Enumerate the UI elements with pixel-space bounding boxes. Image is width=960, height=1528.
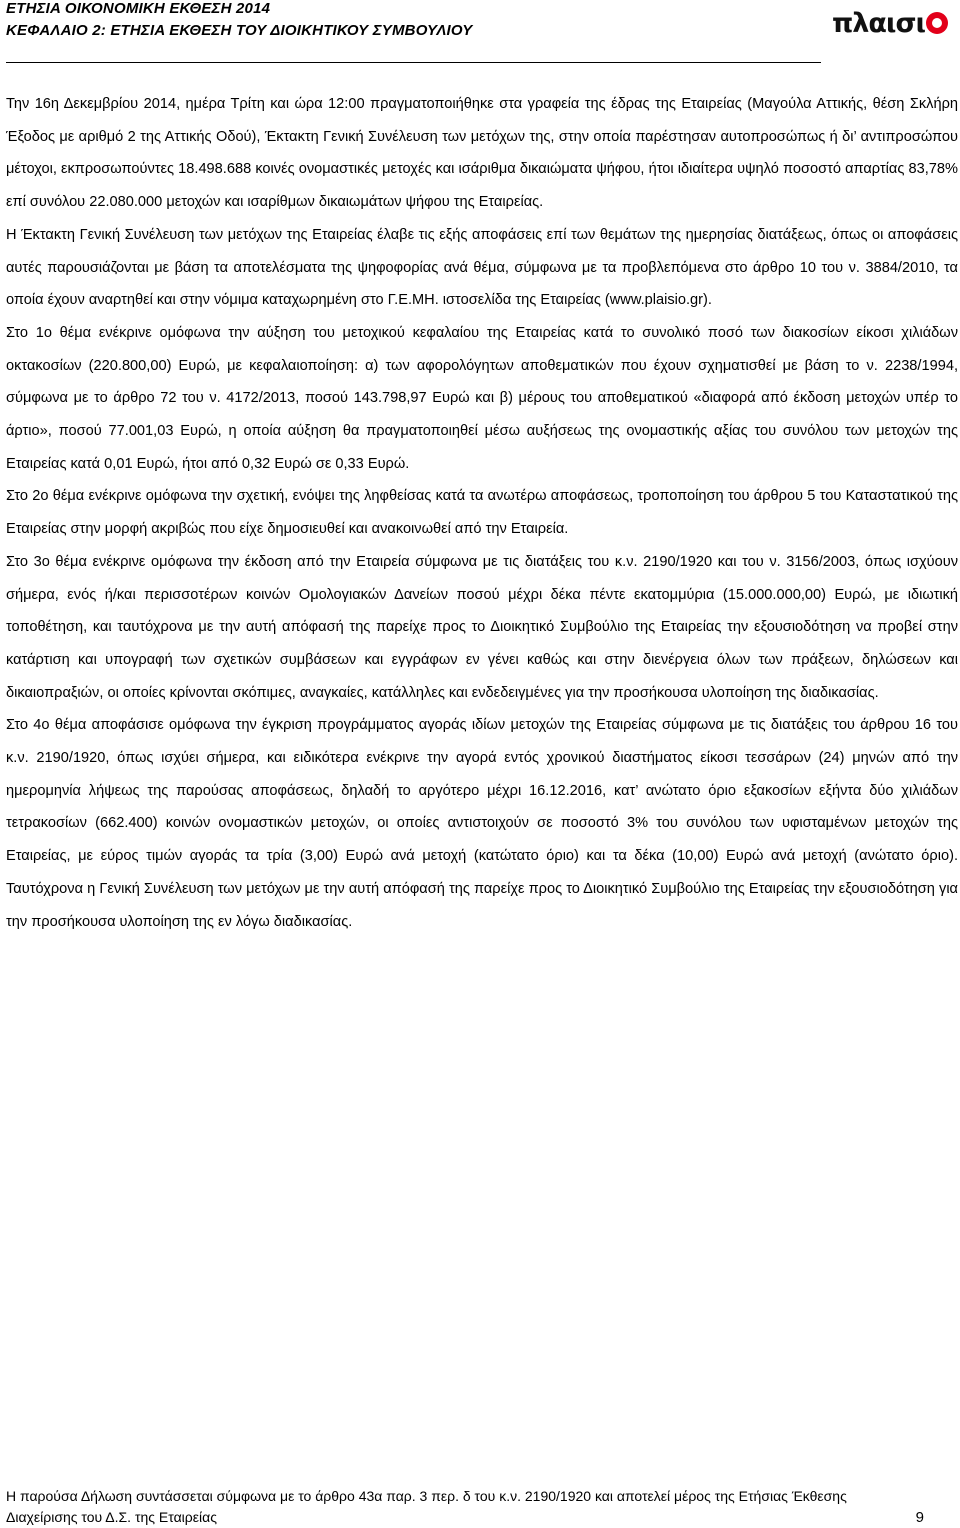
page-number: 9 (915, 1509, 924, 1526)
paragraph-item-2: Στο 2ο θέμα ενέκρινε ομόφωνα την σχετική, ενόψει της ληφθείσας κατά τα ανωτέρω αποφάσεως, τροποποίηση του άρθρου 5 του Καταστατικού της Εταιρείας στην μορφή ακριβώς που είχε δημοσιευθεί και ανακοινωθεί από την Εταιρεία. (6, 488, 958, 538)
report-title: ΕΤΗΣΙΑ ΟΙΚΟΝΟΜΙΚΗ ΕΚΘΕΣΗ 2014 (6, 0, 271, 17)
footer-second-line (6, 1507, 950, 1528)
page-footer (6, 1486, 950, 1528)
footer-statement: Η παρούσα Δήλωση συντάσσεται σύμφωνα με το άρθρο 43α παρ. 3 περ. δ του κ.ν. 2190/1920 και αποτελεί μέρος της Ετήσιας Έκθεσης (6, 1488, 847, 1504)
paragraph-meeting-intro: Την 16η Δεκεμβρίου 2014, ημέρα Τρίτη και ώρα 12:00 πραγματοποιήθηκε στα γραφεία της έδρας της Εταιρείας (Μαγούλα Αττικής, θέση Σκλήρη Έξοδος με αριθμό 2 της Αττικής Οδού), Έκτακτη Γενική Συνέλευση των μετόχων της, στην οποία παρέστησαν αυτοπροσώπως ή δι’ αντιπροσώπου μέτοχοι, εκπροσωπούντες 18.498.688 κοινές ονομαστικές μετοχές και ισάριθμα δικαιώματα ψήφου, ήτοι ιδιαίτερα υψηλό ποσοστό απαρτίας 83,78% επί συνόλου 22.080.000 μετοχών και ισαρίθμων δικαιωμάτων ψήφου της Εταιρείας. (6, 96, 958, 211)
plaisio-logo (832, 8, 948, 38)
logo-wordmark: πλαισι (831, 7, 925, 39)
paragraph-item-4: Στο 4ο θέμα αποφάσισε ομόφωνα την έγκριση προγράμματος αγοράς ιδίων μετοχών της Εταιρείας σύμφωνα με τις διατάξεις του άρθρου 16 του κ.ν. 2190/1920, όπως ισχύει σήμερα, και ειδικότερα ενέκρινε την αγορά εντός χρονικού διαστήματος είκοσι τεσσάρων (24) μηνών από την ημερομηνία λήψεως της παρούσας αποφάσεως, δηλαδή το αργότερο μέχρι 16.12.2016, κατ’ ανώτατο όριο εξακοσίων εξήντα δύο χιλιάδων τετρακοσίων (662.400) κοινών ονομαστικών μετοχών, οι οποίες αντιστοιχούν σε ποσοστό 3% του συνόλου των υφισταμένων μετοχών της Εταιρείας, με εύρος τιμών αγοράς τα τρία (3,00) Ευρώ ανά μετοχή (κατώτατο όριο) και τα δέκα (10,00) Ευρώ ανά μετοχή (ανώτατο όριο). Ταυτόχρονα η Γενική Συνέλευση των μετόχων με την αυτή απόφασή της παρείχε προς το Διοικητικό Συμβούλιο της Εταιρείας την εξουσιοδότηση για την προσήκουσα υλοποίηση της εν λόγω διαδικασίας. (6, 717, 958, 930)
paragraph-decisions-intro: Η Έκτακτη Γενική Συνέλευση των μετόχων της Εταιρείας έλαβε τις εξής αποφάσεις επί των θεμάτων της ημερησίας διατάξεως, όπως οι αποφάσεις αυτές παρουσιάζονται με βάση τα αποτελέσματα της ψηφοφορίας ανά θέμα, σύμφωνα με τα προβλεπόμενα στο άρθρο 10 του ν. 3884/2010, τα οποία έχουν αναρτηθεί και στην νόμιμα καταχωρημένη στο Γ.Ε.ΜΗ. ιστοσελίδα της Εταιρείας (www.plaisio.gr). (6, 226, 958, 309)
logo-o-mark-icon (926, 12, 948, 34)
footer-statement-continued: Διαχείρισης του Δ.Σ. της Εταιρείας (6, 1509, 217, 1525)
paragraph-item-3: Στο 3ο θέμα ενέκρινε ομόφωνα την έκδοση από την Εταιρεία σύμφωνα με τις διατάξεις του κ.ν. 2190/1920 και του ν. 3156/2003, όπως ισχύουν σήμερα, ενός ή/και περισσοτέρων κοινών Ομολογιακών Δανείων ποσού μέχρι δέκα πέντε εκατομμύρια (15.000.000,00) Ευρώ, με ιδιωτική τοποθέτηση, και ταυτόχρονα με την αυτή απόφασή της παρείχε προς το Διοικητικό Συμβούλιο της Εταιρείας την εξουσιοδότηση να προβεί στην κατάρτιση και υπογραφή των σχετικών συμβάσεων και εγγράφων εν γένει καθώς και στην διενέργεια όλων των πράξεων, δηλώσεων και δικαιοπραξιών, οι οποίες κρίνονται σκόπιμες, αναγκαίες, κατάλληλες και ενδεδειγμένες για την προσήκουσα υλοποίηση της διαδικασίας. (6, 553, 958, 701)
chapter-title: ΚΕΦΑΛΑΙΟ 2: ΕΤΗΣΙΑ ΕΚΘΕΣΗ ΤΟΥ ΔΙΟΙΚΗΤΙΚΟΥ ΣΥΜΒΟΥΛΙΟΥ (6, 22, 473, 39)
paragraph-item-1: Στο 1ο θέμα ενέκρινε ομόφωνα την αύξηση του μετοχικού κεφαλαίου της Εταιρείας κατά το συνολικό ποσό των διακοσίων είκοσι χιλιάδων οκτακοσίων (220.800,00) Ευρώ, με κεφαλαιοποίηση: α) των αφορολόγητων αποθεματικών που έχουν σχηματισθεί με βάση το ν. 2238/1994, σύμφωνα με το άρθρο 72 του ν. 4172/2013, ποσού 143.798,97 Ευρώ και β) μέρους του αποθεματικού «διαφορά από έκδοση μετοχών υπέρ το άρτιο», ποσού 77.001,03 Ευρώ, η οποία αύξηση θα πραγματοποιηθεί μέσω αυξήσεως της ονομαστικής αξίας του συνόλου των μετοχών της Εταιρείας κατά 0,01 Ευρώ, ήτοι από 0,32 Ευρώ σε 0,33 Ευρώ. (6, 324, 958, 472)
page-header (6, 0, 954, 70)
document-body (6, 88, 958, 938)
header-divider (6, 62, 821, 63)
